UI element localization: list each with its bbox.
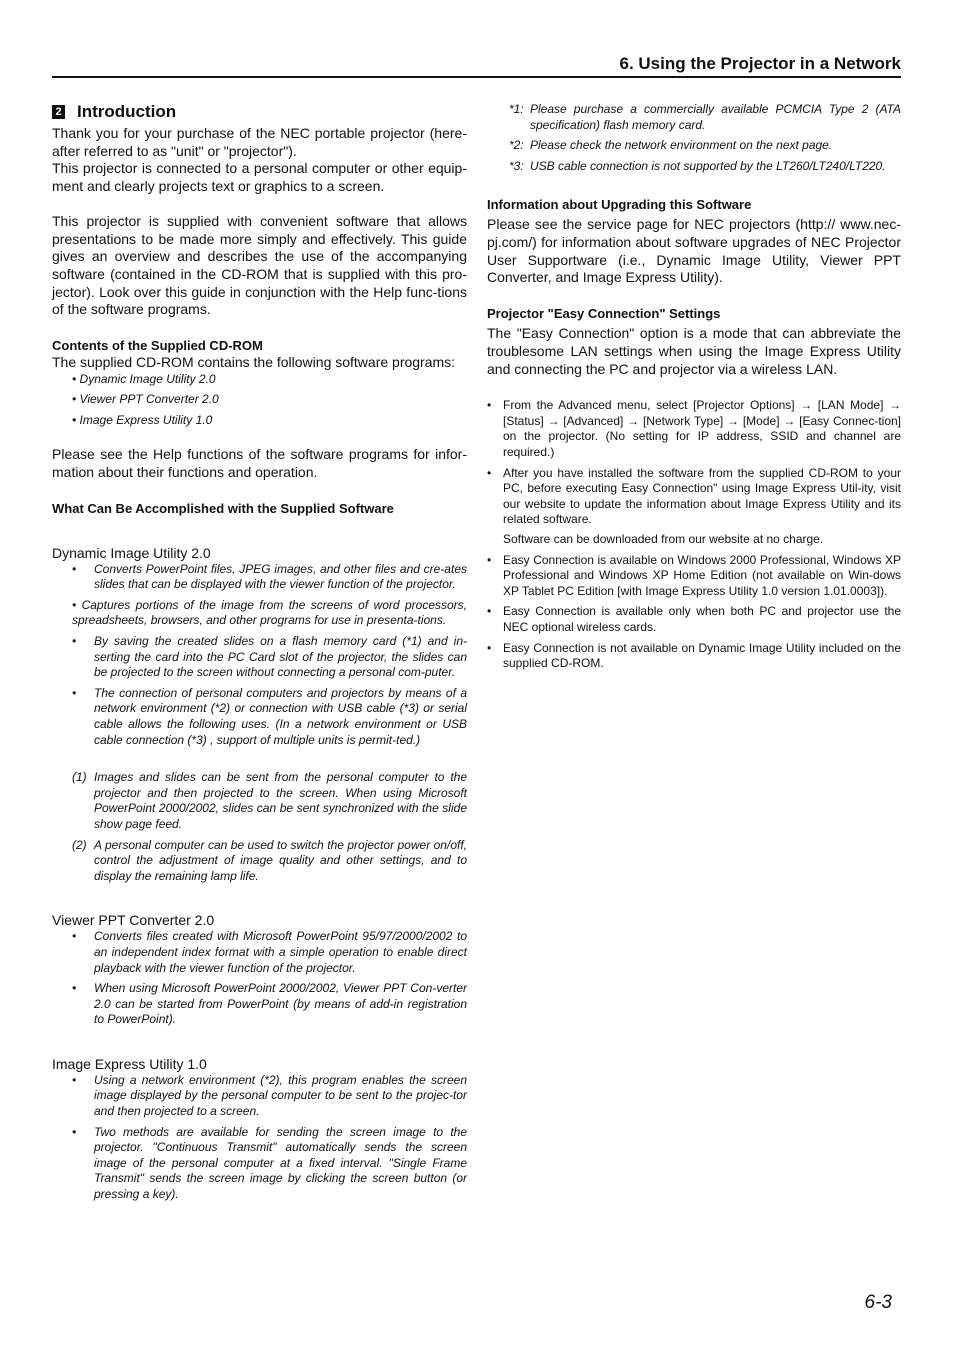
accomplish-heading: What Can Be Accomplished with the Supplied Software [52, 500, 394, 516]
list-item: • Converts files created with Microsoft PowerPoint 95/97/2000/2002 to an independent index format with a simple operation to enable direct playback with the viewer function of the projector. [72, 929, 467, 975]
bullet: • [487, 552, 492, 567]
list-item: • Easy Connection is available on Windows 2000 Professional, Windows XP Professional and Windows XP Home Edition (not available on Win-dows XP Tablet PC Edition [with Image Express Utility 1.0 version 1.01.0003]). [487, 552, 901, 598]
list-item: (1) Images and slides can be sent from the personal computer to the projector and then projected to the screen. When using Microsoft PowerPoint 2000/2002, slides can be sent synchronized with the slide show page feed. [72, 770, 467, 831]
contents-list [72, 372, 467, 429]
list-item: • The connection of personal computers and projectors by means of a network environment (*2) or connection with USB cable (*3) or serial cable allows the following uses. (In a network environment or USB cable connection (*3) , support of multiple units is permit-ted.) [72, 685, 467, 747]
upgrade-paragraph: Please see the service page for NEC projectors (http:// www.nec-pj.com/) for information about software upgrades of NEC Projector User Supportware (i.e., Dynamic Image Utility, Viewer PPT Converter, and Image Express Utility). [487, 216, 901, 286]
bullet: • [487, 640, 492, 655]
ieu-title: Image Express Utility 1.0 [52, 1055, 207, 1072]
section-number-badge: 2 [52, 105, 65, 119]
footnote-list [487, 102, 901, 174]
list-item: • Two methods are available for sending the screen image to the projector. "Continuous Transmit" automatically sends the screen image of the personal computer at a fixed interval. "Single Frame Transmit" sends the screen image by clicking the screen button (or pressing a key). [72, 1124, 467, 1202]
section-heading [52, 102, 467, 122]
list-item: Software can be downloaded from our website at no charge. [503, 532, 824, 547]
bullet: • [487, 398, 492, 413]
bullet: • [487, 604, 492, 619]
list-item: • Dynamic Image Utility 2.0 [72, 371, 216, 386]
upgrade-heading: Information about Upgrading this Software [487, 197, 752, 213]
diu-numbered-list [52, 770, 467, 884]
section-title: Introduction [77, 102, 177, 121]
bullet: • [72, 685, 77, 700]
easy-paragraph: The "Easy Connection" option is a mode that can abbreviate the troublesome LAN settings when using the Image Express Utility and connecting the PC and projector via a wireless LAN. [487, 325, 901, 377]
list-item: • From the Advanced menu, select [Projector Options] → [LAN Mode] → [Status] → [Advanced] → [Network Type] → [Mode] → [Easy Connec-tion] on the projector. (No setting for IP address, SSID and channel are required.) [487, 398, 901, 460]
right-column [487, 102, 901, 677]
ieu-list [52, 1073, 467, 1203]
contents-heading: Contents of the Supplied CD-ROM [52, 338, 263, 354]
list-item: (2) A personal computer can be used to switch the projector power on/off, control the adjustment of image quality and other settings, and to display the remaining lamp life. [72, 837, 467, 883]
list-item: • Easy Connection is available only when both PC and projector use the NEC optional wireless cards. [487, 604, 901, 635]
bullet: • [487, 465, 492, 480]
bullet: • [72, 981, 77, 996]
help-paragraph: Please see the Help functions of the software programs for infor-mation about their functions and operation. [52, 446, 467, 480]
list-item: • Using a network environment (*2), this program enables the screen image displayed by the personal computer to be sent to the projec-tor and then projected to a screen. [72, 1072, 467, 1119]
vpc-title: Viewer PPT Converter 2.0 [52, 912, 215, 929]
left-column [52, 102, 467, 1208]
easy-heading: Projector "Easy Connection" Settings [487, 306, 721, 322]
footnote: *1: Please purchase a commercially available PCMCIA Type 2 (ATA specification) flash memory card. [509, 102, 901, 132]
footnote: *3: USB cable connection is not supported by the LT260/LT240/LT220. [509, 158, 886, 173]
intro-paragraph-3: This projector is supplied with convenient software that allows presentations to be made more simply and effectively. This guide gives an overview and describes the use of the accompanying software (contained in the CD-ROM that is supplied with this pro-jector). Look over this guide in conjunction with the Help func-tions of the software programs. [52, 212, 467, 318]
bullet: • [72, 561, 77, 576]
contents-intro: The supplied CD-ROM contains the following software programs: [52, 354, 456, 371]
bullet: • [72, 1072, 77, 1087]
vpc-list [52, 929, 467, 1028]
intro-paragraph-1: Thank you for your purchase of the NEC portable projector (here-after referred to as "unit" or "projector"). [52, 125, 467, 159]
list-item: • Converts PowerPoint files, JPEG images, and other files and cre-ates slides that can be displayed with the viewer function of the projector. [72, 561, 467, 592]
list-item: • After you have installed the software from the supplied CD-ROM to your PC, before executing Easy Connection" using Image Express Util-ity, visit our website to update the information about Image Express Utility and its related software. [487, 465, 901, 527]
footnote: *2: Please check the network environment on the next page. [509, 138, 833, 153]
diu-title: Dynamic Image Utility 2.0 [52, 544, 211, 561]
page-header-title: 6. Using the Projector in a Network [619, 54, 901, 73]
bullet: • [72, 929, 77, 944]
list-item: • Image Express Utility 1.0 [72, 412, 213, 427]
list-item: • Viewer PPT Converter 2.0 [72, 392, 219, 407]
bullet: • [72, 1124, 77, 1139]
easy-list [487, 398, 901, 672]
diu-list [52, 562, 467, 749]
list-item: • By saving the created slides on a flash memory card (*1) and in-serting the card into the PC Card slot of the projector, the slides can be projected to the screen without connecting a personal com-puter. [72, 634, 467, 680]
bullet: • [72, 634, 77, 649]
list-item: • Easy Connection is not available on Dynamic Image Utility included on the supplied CD-ROM. [487, 640, 901, 671]
header-rule [52, 76, 901, 78]
intro-paragraph-2: This projector is connected to a personal computer or other equip-ment and clearly projects text or graphics to a screen. [52, 160, 467, 195]
page-number: 6-3 [864, 1292, 892, 1313]
list-item: • Captures portions of the image from the screens of word processors, spreadsheets, browsers, and other programs for use in presenta-tions. [72, 597, 467, 628]
list-item: • When using Microsoft PowerPoint 2000/2002, Viewer PPT Con-verter 2.0 can be started from PowerPoint (by means of add-in registration to PowerPoint). [72, 981, 467, 1027]
